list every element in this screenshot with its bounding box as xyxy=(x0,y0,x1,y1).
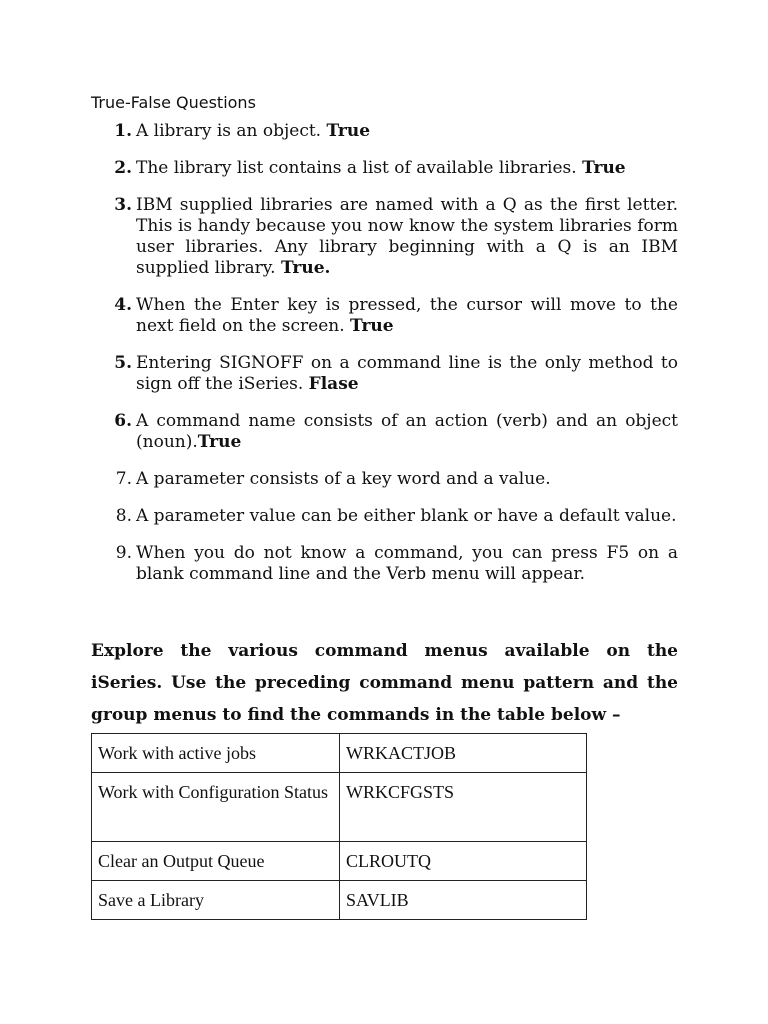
question-item xyxy=(91,469,678,490)
table-cell-command: WRKCFGSTS xyxy=(340,773,587,842)
question-number: 4. xyxy=(114,295,132,315)
table-row xyxy=(92,881,587,920)
table-cell-description: Clear an Output Queue xyxy=(92,842,340,881)
question-text: A parameter value can be either blank or have a default value. xyxy=(136,506,677,526)
question-number: 9. xyxy=(115,543,132,563)
question-number: 7. xyxy=(115,469,132,489)
question-item xyxy=(91,158,678,179)
question-item xyxy=(91,195,678,279)
table-cell-description: Work with Configuration Status xyxy=(92,773,340,842)
table-cell-command: SAVLIB xyxy=(340,881,587,920)
table-cell-command: CLROUTQ xyxy=(340,842,587,881)
table-cell-description: Work with active jobs xyxy=(92,734,340,773)
question-number: 1. xyxy=(114,121,132,141)
question-item xyxy=(91,295,678,337)
table-cell-description: Save a Library xyxy=(92,881,340,920)
question-text: A command name consists of an action (verb) and an object (noun). xyxy=(136,411,678,452)
explore-instructions: Explore the various command menus available on the iSeries. Use the preceding command menu pattern and the group menus to find the commands in the table below – xyxy=(91,641,678,725)
question-item xyxy=(91,121,678,142)
question-number: 3. xyxy=(114,195,132,215)
question-text: A parameter consists of a key word and a value. xyxy=(136,469,551,489)
question-item xyxy=(91,353,678,395)
question-answer: True. xyxy=(280,258,331,278)
question-text: The library list contains a list of available libraries. xyxy=(136,158,583,178)
table-row xyxy=(92,773,587,842)
question-text: Entering SIGNOFF on a command line is the only method to sign off the iSeries. xyxy=(136,353,678,394)
question-text: IBM supplied libraries are named with a Q as the first letter. This is handy because you now know the system libraries form user libraries. Any library beginning with a Q is an IBM supplied library. xyxy=(136,195,678,278)
question-text: A library is an object. xyxy=(136,121,327,141)
section-heading: True-False Questions xyxy=(91,93,256,112)
question-number: 6. xyxy=(114,411,132,431)
question-item xyxy=(91,506,678,527)
table-row xyxy=(92,842,587,881)
question-answer: True xyxy=(582,158,626,178)
question-number: 8. xyxy=(115,506,132,526)
question-answer: True xyxy=(197,432,242,452)
question-answer: Flase xyxy=(308,374,359,394)
question-number: 5. xyxy=(114,353,132,373)
question-item xyxy=(91,411,678,453)
question-list xyxy=(91,121,678,601)
question-answer: True xyxy=(326,121,371,141)
command-table xyxy=(91,733,587,920)
question-text: When the Enter key is pressed, the cursor will move to the next field on the screen. xyxy=(136,295,678,336)
table-row xyxy=(92,734,587,773)
question-number: 2. xyxy=(114,158,132,178)
question-answer: True xyxy=(350,316,394,336)
table-cell-command: WRKACTJOB xyxy=(340,734,587,773)
question-item xyxy=(91,543,678,585)
question-text: When you do not know a command, you can press F5 on a blank command line and the Verb menu will appear. xyxy=(136,543,678,584)
